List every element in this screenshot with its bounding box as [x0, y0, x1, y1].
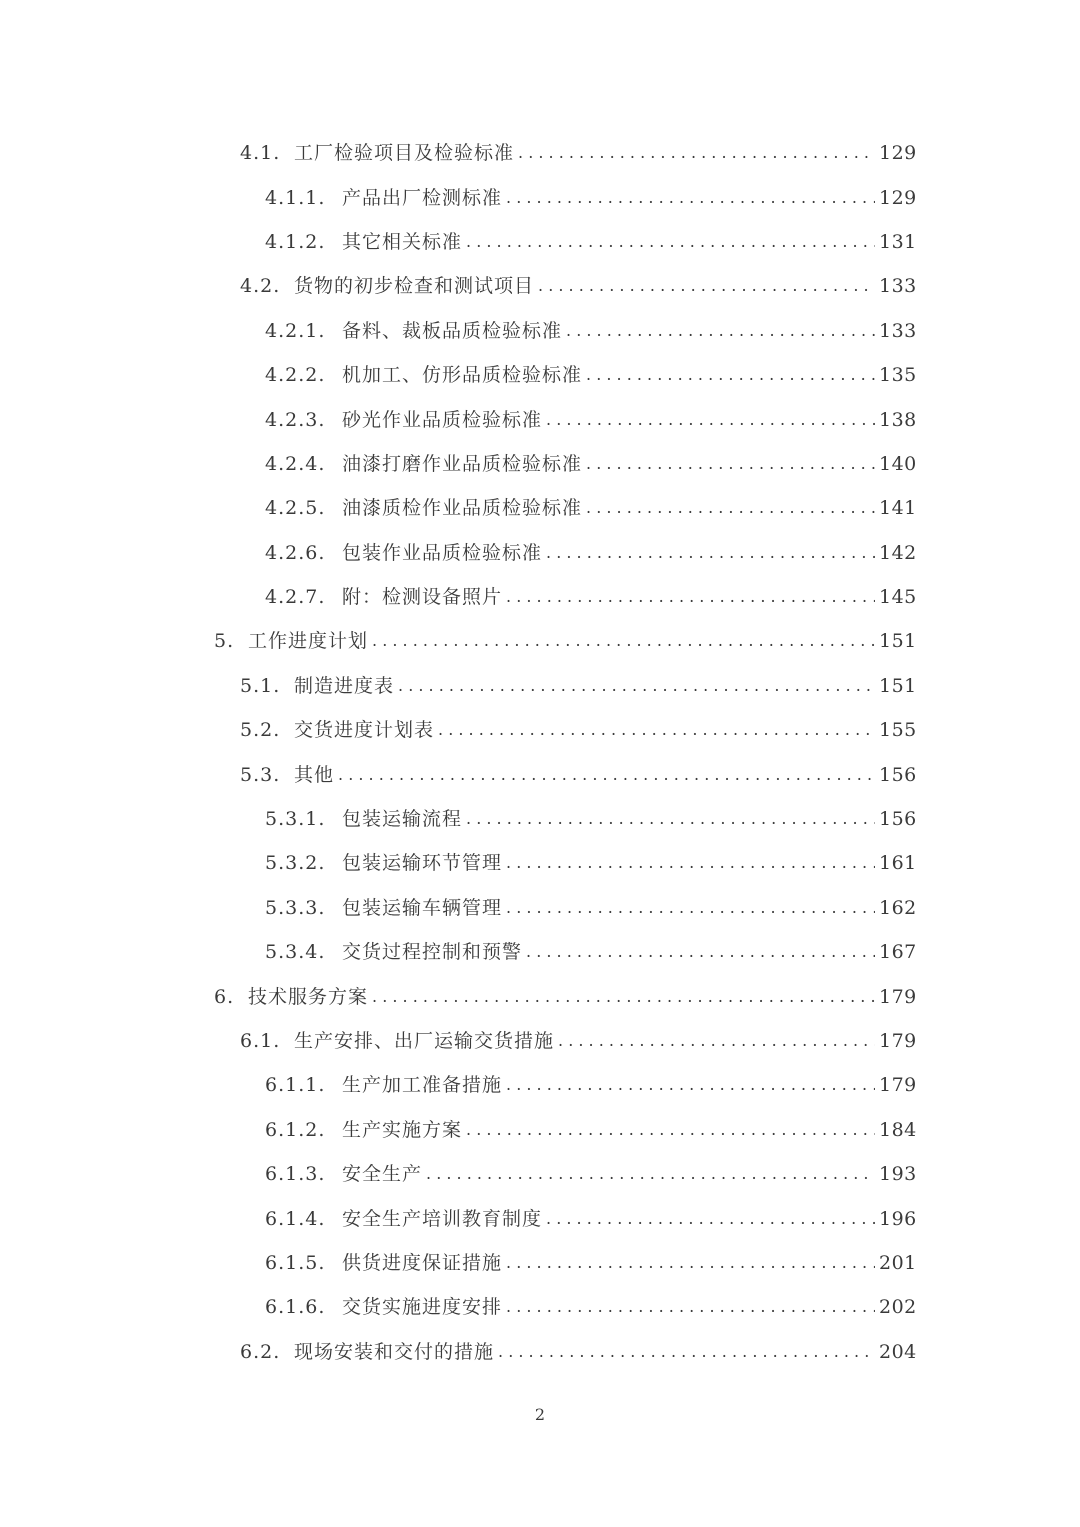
toc-dot-leader [526, 942, 875, 962]
toc-entry-title: 供货进度保证措施 [342, 1251, 503, 1274]
toc-entry-page: 193 [879, 1163, 917, 1186]
toc-entry-number: 4.2.5. [265, 497, 326, 520]
toc-entry[interactable] [0, 1196, 1080, 1240]
toc-entry[interactable] [0, 353, 1080, 397]
toc-entry-title: 交货进度计划表 [294, 719, 435, 742]
toc-entry-title: 机加工、仿形品质检验标准 [342, 364, 583, 387]
toc-entry-number: 6.1.3. [265, 1163, 326, 1186]
toc-entry-page: 151 [879, 630, 917, 653]
toc-entry[interactable] [0, 886, 1080, 930]
toc-entry-title: 交货过程控制和预警 [342, 941, 523, 964]
toc-entry[interactable] [0, 797, 1080, 841]
toc-entry-page: 140 [879, 452, 917, 475]
toc-entry[interactable] [0, 1330, 1080, 1374]
toc-entry-title: 砂光作业品质检验标准 [342, 408, 543, 431]
toc-entry-title: 工厂检验项目及检验标准 [294, 142, 515, 165]
toc-entry-title: 油漆打磨作业品质检验标准 [342, 452, 583, 475]
toc-entry-title: 生产加工准备措施 [342, 1074, 503, 1097]
toc-entry-page: 129 [879, 186, 917, 209]
toc-entry[interactable] [0, 619, 1080, 663]
toc-entry-title: 包装作业品质检验标准 [342, 541, 543, 564]
toc-dot-leader [586, 498, 875, 518]
toc-dot-leader [546, 410, 875, 430]
toc-entry-number: 6.1.4. [265, 1207, 326, 1230]
toc-entry-page: 156 [879, 763, 917, 786]
toc-entry[interactable] [0, 1241, 1080, 1285]
toc-entry[interactable] [0, 442, 1080, 486]
toc-dot-leader [466, 232, 875, 252]
toc-entry-page: 161 [879, 852, 917, 875]
toc-entry-number: 6.2. [240, 1340, 281, 1363]
toc-dot-leader [506, 898, 875, 918]
toc-entry[interactable] [0, 1108, 1080, 1152]
toc-dot-leader [586, 454, 875, 474]
toc-entry-page: 145 [879, 586, 917, 609]
toc-entry-title: 包装运输环节管理 [342, 852, 503, 875]
toc-entry-page: 201 [879, 1251, 917, 1274]
toc-entry-title: 工作进度计划 [248, 630, 369, 653]
toc-entry-page: 131 [879, 230, 917, 253]
toc-entry-number: 5. [214, 630, 235, 653]
toc-dot-leader [466, 1120, 875, 1140]
toc-entry-number: 4.2.6. [265, 541, 326, 564]
toc-entry-title: 安全生产 [342, 1163, 423, 1186]
toc-entry-title: 备料、裁板品质检验标准 [342, 319, 563, 342]
toc-entry[interactable] [0, 309, 1080, 353]
toc-entry-page: 167 [879, 941, 917, 964]
toc-dot-leader [498, 1342, 875, 1362]
toc-entry-page: 156 [879, 808, 917, 831]
toc-dot-leader [586, 365, 875, 385]
toc-entry[interactable] [0, 752, 1080, 796]
toc-entry-title: 交货实施进度安排 [342, 1296, 503, 1319]
toc-entry-title: 安全生产培训教育制度 [342, 1207, 543, 1230]
toc-entry-page: 202 [879, 1296, 917, 1319]
toc-entry-number: 5.3.2. [265, 852, 326, 875]
toc-entry[interactable] [0, 220, 1080, 264]
toc-entry[interactable] [0, 1063, 1080, 1107]
toc-dot-leader [506, 587, 875, 607]
toc-dot-leader [506, 1297, 875, 1317]
toc-entry-title: 技术服务方案 [248, 985, 369, 1008]
toc-entry-number: 4.2.2. [265, 364, 326, 387]
toc-entry[interactable] [0, 575, 1080, 619]
toc-dot-leader [466, 809, 875, 829]
toc-dot-leader [546, 1209, 875, 1229]
toc-entry-title: 生产实施方案 [342, 1118, 463, 1141]
toc-entry[interactable] [0, 930, 1080, 974]
toc-entry-number: 6.1.2. [265, 1118, 326, 1141]
toc-entry-number: 5.3.3. [265, 896, 326, 919]
toc-entry-number: 6.1. [240, 1030, 281, 1052]
toc-dot-leader [372, 987, 875, 1007]
toc-dot-leader [506, 188, 875, 208]
toc-entry-number: 6. [214, 985, 235, 1008]
toc-entry-title: 油漆质检作业品质检验标准 [342, 497, 583, 520]
toc-entry[interactable] [0, 708, 1080, 752]
toc-entry-number: 4.2.4. [265, 452, 326, 475]
toc-entry-number: 4.1. [240, 142, 281, 165]
toc-entry-page: 196 [879, 1207, 917, 1230]
toc-dot-leader [506, 853, 875, 873]
toc-entry-page: 133 [879, 275, 917, 298]
toc-entry[interactable] [0, 264, 1080, 308]
table-of-contents [0, 131, 1080, 1374]
toc-entry-number: 4.2.7. [265, 586, 326, 609]
toc-dot-leader [506, 1253, 875, 1273]
toc-dot-leader [538, 276, 875, 296]
toc-entry-number: 5.3. [240, 763, 281, 786]
toc-entry-page: 179 [879, 985, 917, 1008]
toc-dot-leader [546, 543, 875, 563]
toc-dot-leader [372, 631, 875, 651]
toc-entry-page: 142 [879, 541, 917, 564]
toc-dot-leader [338, 765, 875, 785]
toc-entry[interactable] [0, 131, 1080, 175]
toc-entry-title: 制造进度表 [294, 674, 395, 697]
toc-entry-page: 135 [879, 364, 917, 387]
toc-entry-title: 生产安排、出厂运输交货措施 [294, 1030, 555, 1052]
toc-entry[interactable] [0, 974, 1080, 1018]
toc-dot-leader [426, 1164, 875, 1184]
toc-entry-title: 现场安装和交付的措施 [294, 1340, 495, 1363]
toc-entry[interactable] [0, 486, 1080, 530]
toc-dot-leader [438, 720, 875, 740]
toc-entry-title: 其它相关标准 [342, 230, 463, 253]
toc-entry[interactable] [0, 1152, 1080, 1196]
toc-entry[interactable] [0, 397, 1080, 441]
toc-entry-page: 155 [879, 719, 917, 742]
toc-entry-number: 4.2.3. [265, 408, 326, 431]
toc-entry-number: 4.1.2. [265, 230, 326, 253]
toc-entry-number: 5.3.4. [265, 941, 326, 964]
toc-entry-page: 204 [879, 1340, 917, 1363]
toc-entry-number: 4.1.1. [265, 186, 326, 209]
toc-entry-page: 138 [879, 408, 917, 431]
toc-entry-title: 其他 [294, 763, 335, 786]
toc-dot-leader [558, 1031, 875, 1051]
toc-entry-title: 货物的初步检查和测试项目 [294, 275, 535, 298]
toc-entry-title: 包装运输车辆管理 [342, 896, 503, 919]
toc-entry-page: 179 [879, 1074, 917, 1097]
toc-entry-page: 184 [879, 1118, 917, 1141]
toc-entry-number: 5.1. [240, 674, 281, 697]
toc-entry-page: 151 [879, 674, 917, 697]
toc-entry-page: 162 [879, 896, 917, 919]
toc-entry-page: 129 [879, 142, 917, 165]
page-number: 2 [534, 1405, 546, 1424]
toc-entry-number: 5.2. [240, 719, 281, 742]
toc-dot-leader [566, 321, 875, 341]
toc-dot-leader [506, 1075, 875, 1095]
toc-dot-leader [398, 676, 875, 696]
toc-entry-title: 包装运输流程 [342, 808, 463, 831]
toc-entry-number: 4.2. [240, 275, 281, 298]
toc-entry-number: 6.1.6. [265, 1296, 326, 1319]
toc-entry-number: 6.1.5. [265, 1251, 326, 1274]
toc-entry-title: 产品出厂检测标准 [342, 186, 503, 209]
toc-entry[interactable] [0, 841, 1080, 885]
toc-entry-page: 179 [879, 1030, 917, 1052]
toc-entry[interactable] [0, 1019, 1080, 1063]
toc-entry-number: 5.3.1. [265, 808, 326, 831]
toc-entry-page: 141 [879, 497, 917, 520]
toc-entry[interactable] [0, 1285, 1080, 1329]
toc-entry-number: 4.2.1. [265, 319, 326, 342]
toc-entry[interactable] [0, 531, 1080, 575]
toc-entry-number: 6.1.1. [265, 1074, 326, 1097]
toc-entry-page: 133 [879, 319, 917, 342]
toc-dot-leader [518, 143, 875, 163]
toc-entry[interactable] [0, 175, 1080, 219]
toc-entry-title: 附：检测设备照片 [342, 586, 503, 609]
toc-entry[interactable] [0, 664, 1080, 708]
